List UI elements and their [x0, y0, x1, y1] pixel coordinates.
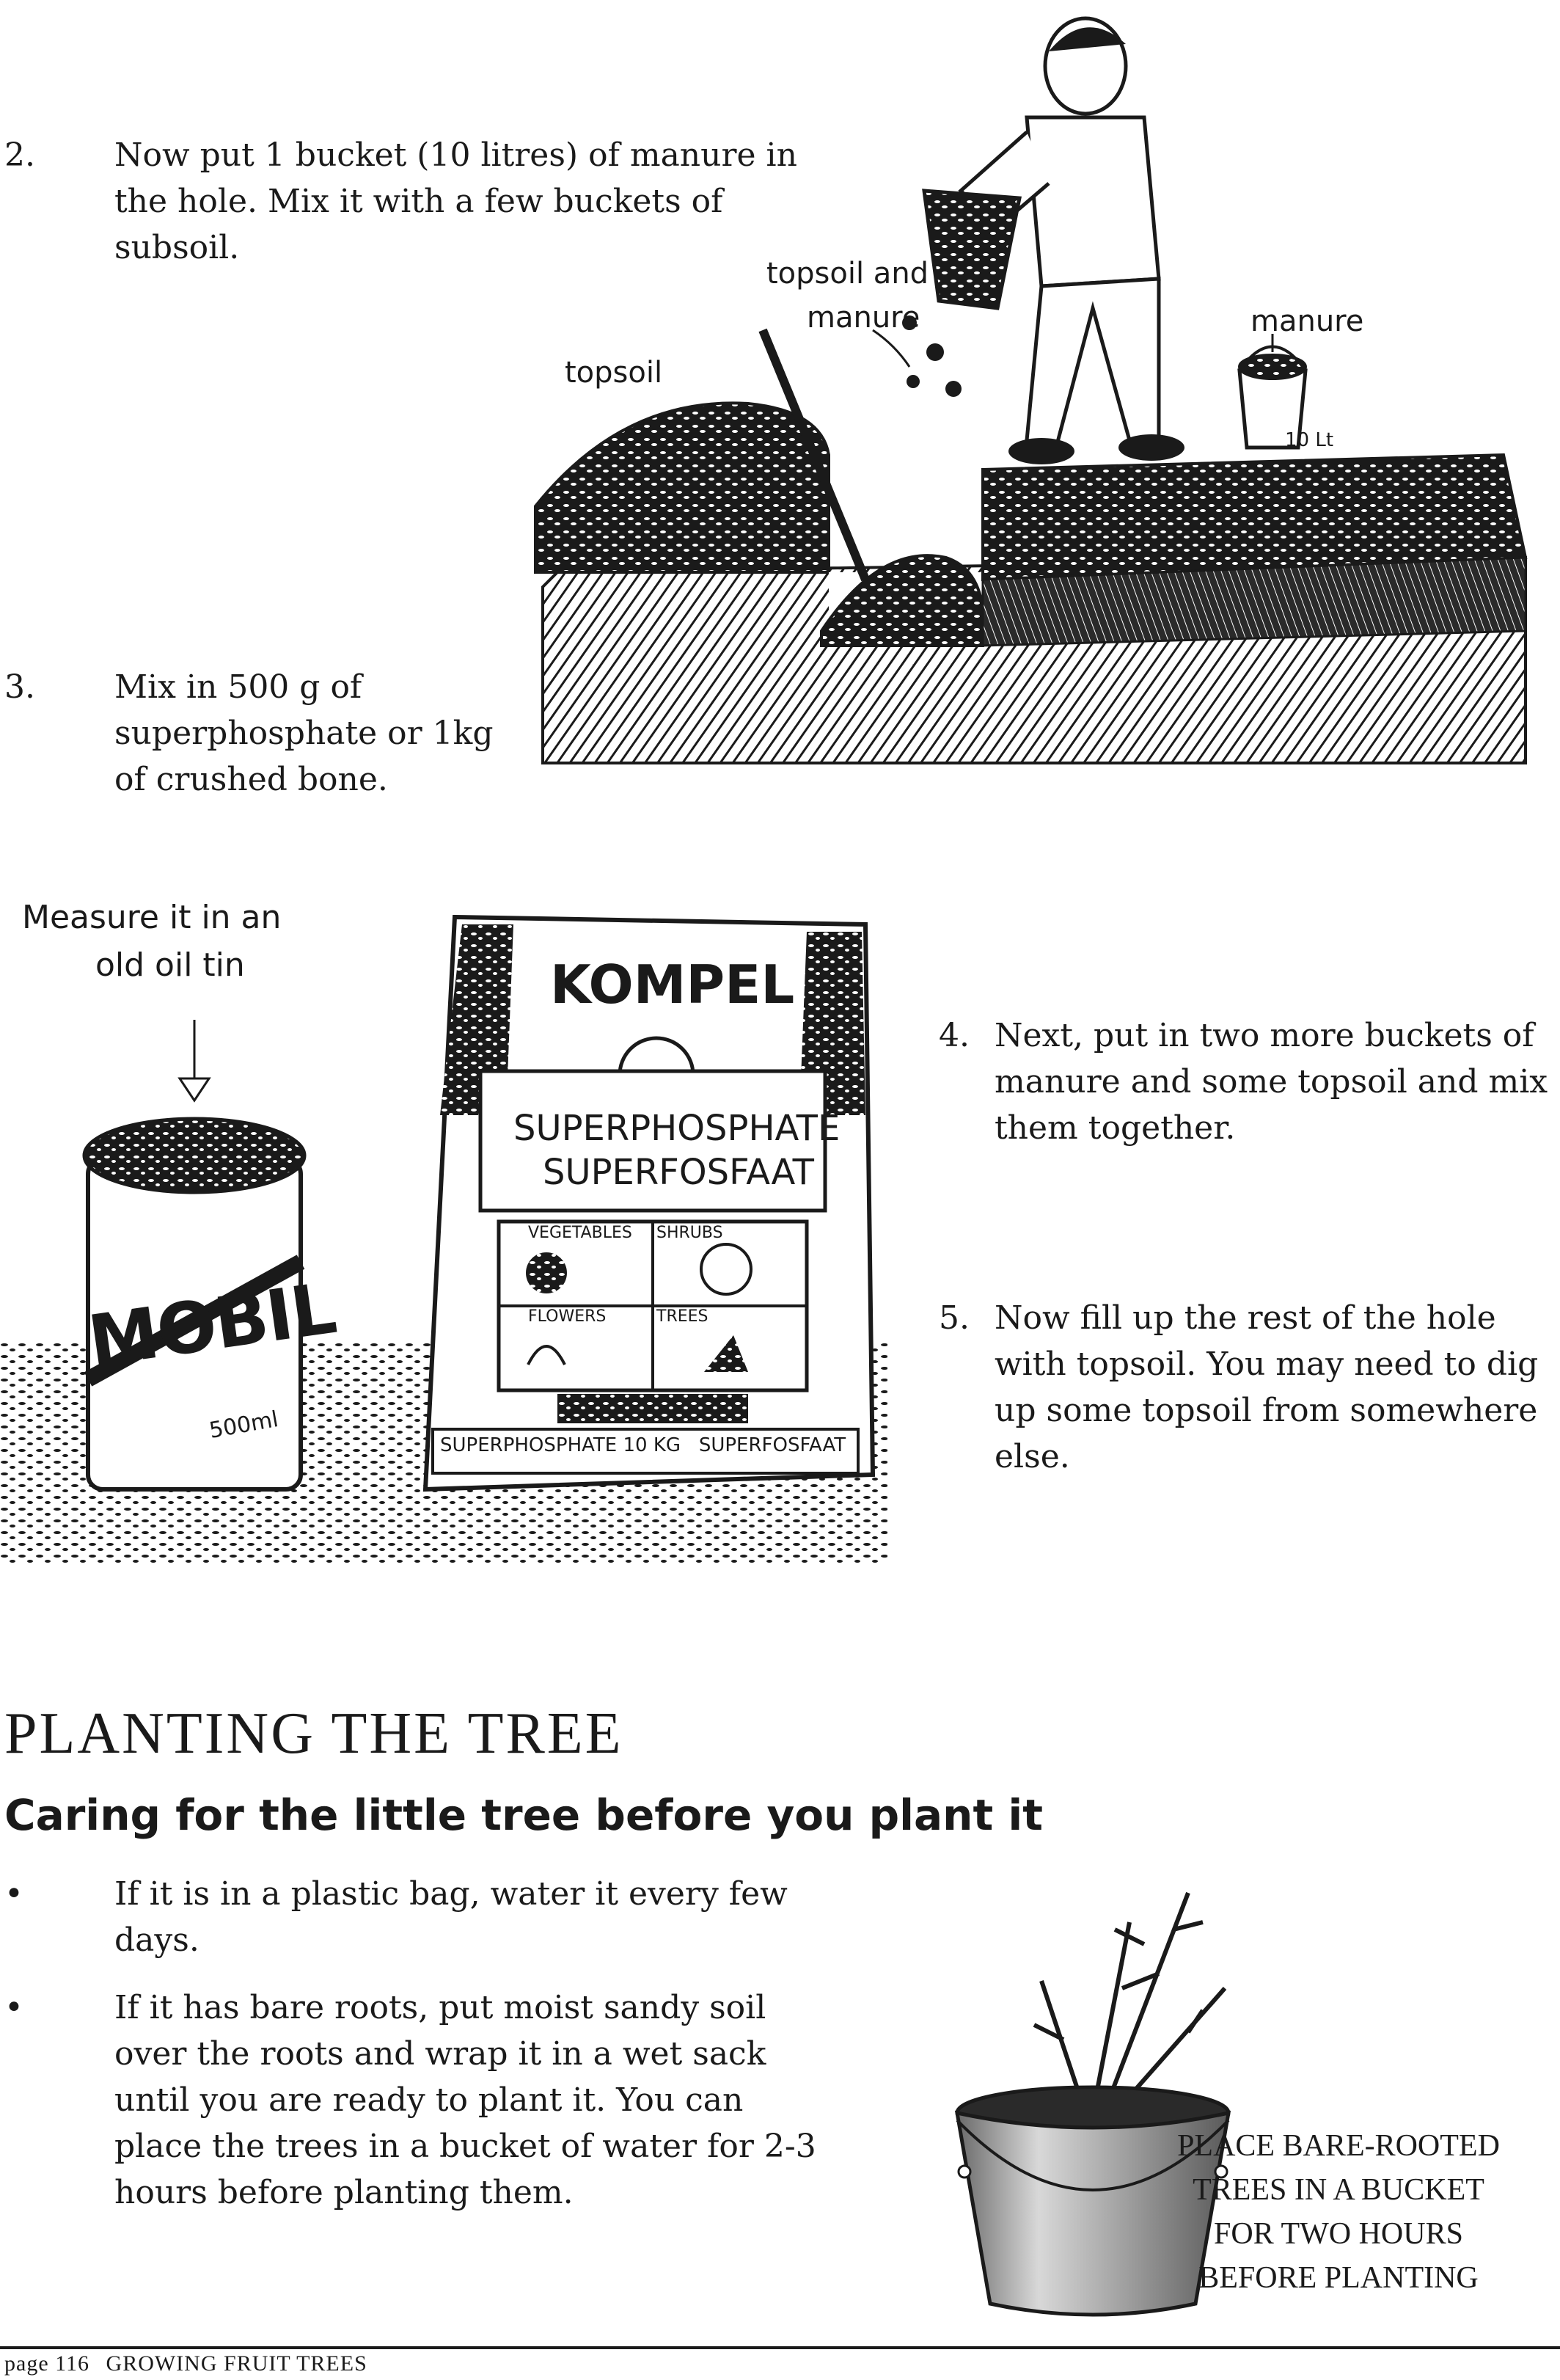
bullet-1-symbol: •	[4, 1875, 23, 1913]
section-subtitle: Caring for the little tree before you plant it	[4, 1790, 1043, 1840]
bucket-caption: PLACE BARE-ROOTED TREES IN A BUCKET FOR TWO HOURS BEFORE PLANTING	[1177, 2129, 1500, 2295]
label-manure-pour: manure	[807, 301, 920, 335]
manure-illustration	[513, 0, 1540, 800]
step-3-number: 3.	[4, 668, 35, 706]
tin-brand: MOBIL	[83, 1267, 340, 1383]
measure-note-line2: old oil tin	[95, 946, 245, 984]
step-5-number: 5.	[939, 1299, 970, 1337]
bag-product-english: SUPERPHOSPHATE	[513, 1108, 841, 1149]
step-2-number: 2.	[4, 136, 35, 174]
bag-footer-label: SUPERPHOSPHATE 10 KG SUPERFOSFAAT	[440, 1434, 846, 1456]
bullet-2-symbol: •	[4, 1989, 23, 2026]
label-topsoil: topsoil	[565, 356, 663, 390]
section-title: PLANTING THE TREE	[4, 1701, 623, 1766]
step-3-text: Mix in 500 g of superphosphate or 1kg of crushed bone.	[114, 668, 494, 798]
bullet-1-text: If it is in a plastic bag, water it every few days.	[114, 1875, 788, 1959]
bag-brand: KOMPEL	[550, 954, 795, 1015]
bag-product-afrikaans: SUPERFOSFAAT	[543, 1152, 814, 1193]
step-4-text: Next, put in two more buckets of manure and some topsoil and mix them together.	[995, 1017, 1548, 1147]
bag-panel-shrubs: SHRUBS	[656, 1224, 723, 1242]
step-5-text: Now fill up the rest of the hole with topsoil. You may need to dig up some topsoil from somewhere else.	[995, 1299, 1539, 1475]
footer	[4, 2351, 367, 2376]
measure-note-line1: Measure it in an	[22, 899, 282, 936]
tin-volume: 500ml	[207, 1406, 281, 1444]
page-number: page 116	[4, 2351, 90, 2376]
step-4-number: 4.	[939, 1017, 970, 1054]
bag-panel-vegetables: VEGETABLES	[528, 1224, 632, 1242]
bullet-2-text: If it has bare roots, put moist sandy soil over the roots and wrap it in a wet sack until you are ready to plant it. You can place the trees in a bucket of water for 2-3 hours before planting them.	[114, 1989, 816, 2211]
bag-panel-flowers: FLOWERS	[528, 1307, 607, 1326]
step-2-text: Now put 1 bucket (10 litres) of manure in the hole. Mix it with a few buckets of subsoil.	[114, 136, 797, 266]
footer-rule	[0, 2346, 1560, 2349]
book-title: GROWING FRUIT TREES	[106, 2351, 367, 2376]
label-topsoil-and: topsoil and	[766, 257, 929, 291]
bag-panel-trees: TREES	[656, 1307, 708, 1326]
label-manure-bucket: manure	[1250, 304, 1364, 338]
bucket-size-label: 10 Lt	[1285, 429, 1334, 451]
